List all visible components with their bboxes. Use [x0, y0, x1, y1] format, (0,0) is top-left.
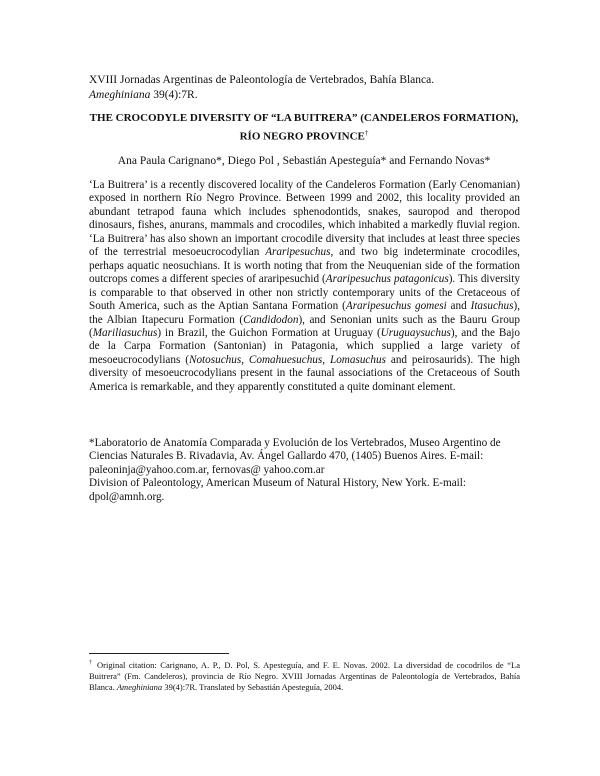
taxon-name: Comahuesuchus: [248, 353, 323, 366]
taxon-name: Notosuchus: [188, 353, 242, 366]
paper-title: [88, 111, 520, 145]
abstract-text: ,: [322, 353, 330, 366]
abstract-text: ), the Albian Itapecuru Formation (: [89, 300, 521, 326]
taxon-name: Mariliasuchus: [92, 326, 158, 339]
footnote-divider: [89, 653, 229, 654]
abstract-text: ). This diversity is comparable to that observed in other non strictly contemporary units of the Cretaceous of South America, such as the Aptian Santana Formation (: [89, 273, 520, 313]
footnote-text-end: 39(4):7R. Translated by Sebastián Apesteguía, 2004.: [162, 681, 344, 692]
taxon-name: Candidodon: [243, 313, 299, 326]
footnote-journal: Ameghiniana: [116, 681, 163, 692]
journal-name: Ameghiniana: [89, 89, 151, 101]
abstract-text: ,: [241, 353, 249, 366]
taxon-name: Araripesuchus gomesi: [345, 300, 447, 313]
taxon-name: Araripesuchus: [265, 246, 331, 259]
taxon-name: Uruguaysuchus: [380, 326, 451, 339]
journal-header: [89, 73, 519, 103]
abstract-text: ) in Brazil, the Guichon Formation at Uruguay (: [157, 326, 381, 339]
abstract-text: , and two big indeterminate crocodiles, perhaps aquatic neosuchians. It is worth noting that from the Neuquenian side of the formation outcrops comes a different species of araripesuchid (: [89, 246, 520, 286]
abstract-text: and peirosaurids). The high diversity of mesoeucrocodylians present in the faunal associations of the Cretaceous of South America is remarkable, and they apparently constituted a quite dominant element.: [89, 353, 521, 393]
meeting-name: XVIII Jornadas Argentinas de Paleontología de Vertebrados, Bahía Blanca.: [89, 74, 435, 86]
abstract-text: ‘La Buitrera’ is a recently discovered locality of the Candeleros Formation (Early Cenomanian) exposed in northern Río Negro Province. Between 1999 and 2002, this locality provided an abundant tetrapod fauna which includes sphenodontids, snakes, sauropod and theropod dinosaurs, fishes, anurans, mammals and crocodiles, which inhabited a markedly fluvial region. ‘La Buitrera’ has also shown an important crocodile diversity that includes at least three species of the terrestrial mesoeucrocodylian: [89, 179, 520, 259]
abstract-text: ), and the Bajo de la Carpa Formation (Santonian) in Patagonia, which supplied a large variety of mesoeucrocodylians (: [89, 326, 520, 366]
abstract-text: ), and Senonian units such as the Bauru Group (: [89, 313, 520, 339]
footnote: [89, 658, 520, 693]
author-list: Ana Paula Carignano*, Diego Pol , Sebastián Apesteguía* and Fernando Novas*: [117, 155, 491, 167]
journal-volume: 39(4):7R.: [150, 89, 198, 101]
affiliation-macn: *Laboratorio de Anatomía Comparada y Evolución de los Vertebrados, Museo Argentino de Ciencias Naturales B. Rivadavia, Av. Ángel Gallardo 470, (1405) Buenos Aires. E-mail: paleoninja@yahoo.com.ar, fernovas@ yahoo.com.ar: [89, 437, 501, 476]
taxon-name: Lomasuchus: [329, 353, 386, 366]
taxon-name: Araripesuchus patagonicus: [325, 273, 449, 286]
abstract-text: and: [446, 300, 471, 313]
journal-citation: [89, 88, 519, 103]
title-footnote-mark: †: [364, 129, 369, 137]
footnote-mark: †: [89, 660, 94, 666]
footnote-text: Original citation: Carignano, A. P., D. Pol, S. Apesteguía, and F. E. Novas. 2002. La diversidad de cocodrilos de “La Buitrera” (Fm. Candeleros), provincia de Río Negro. XVIII Jornadas Argentinas de Paleontología de Vertebrados, Bahía Blanca.: [89, 659, 520, 692]
affiliation-amnh: Division of Paleontology, American Museum of Natural History, New York. E-mail: dpol@amnh.org.: [89, 477, 467, 503]
abstract-paragraph: [89, 179, 520, 394]
affiliations: [89, 437, 520, 504]
paper-title-text: THE CROCODYLE DIVERSITY OF “LA BUITRERA” (CANDELEROS FORMATION), RÍO NEGRO PROVINCE: [89, 112, 519, 143]
taxon-name: Itasuchus: [470, 300, 514, 313]
